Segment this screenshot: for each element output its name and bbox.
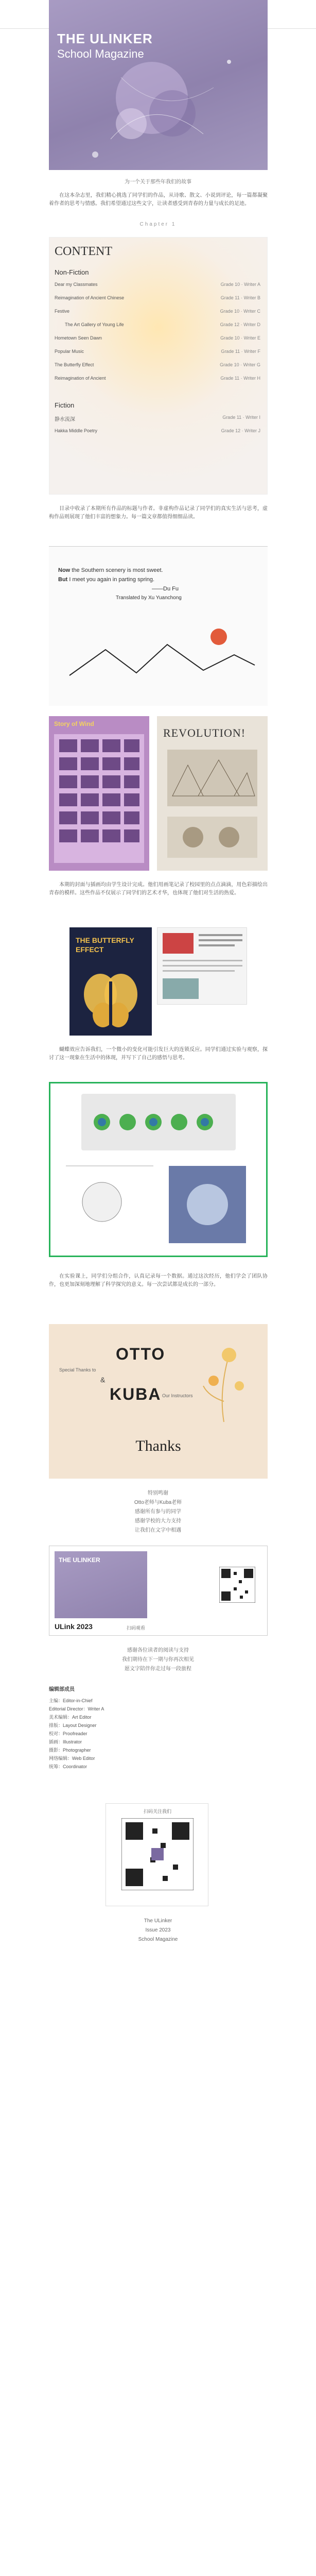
cover-caption: 为一个关于那些年我们的故事: [125, 179, 191, 185]
credits-line: 主编：Editor-in-Chief: [49, 1698, 93, 1703]
toc-item[interactable]: Dear my Classmates Grade 10 · Writer A: [55, 282, 260, 287]
fiction-header: Fiction: [55, 401, 75, 409]
credits-line: 插画：Illustrator: [49, 1739, 82, 1744]
credits-line: 网络编辑：Web Editor: [49, 1756, 95, 1761]
closing-lines: 感谢各位读者的阅读与支持 我们期待在下一期与你再次相见 愿文字陪伴你走过每一段旅程: [122, 1648, 194, 1672]
cover-title: THE ULINKER: [57, 31, 153, 46]
toc-item[interactable]: 静水流深 Grade 11 · Writer I: [55, 415, 260, 422]
poster-description: 本期的封面与插画均由学生设计完成。他们用画笔记录了校园里的点点滴滴，用色彩描绘出青春的模样。这些作品不仅展示了同学们的艺术才华，也体现了他们对生活的热爱。: [49, 882, 268, 896]
ulink-caption: 扫码观看: [127, 1625, 146, 1631]
thanks-name-2: KUBA: [110, 1385, 162, 1403]
cover-panel: [49, 0, 268, 170]
thanks-sub: Our Instructors: [162, 1393, 193, 1398]
intro-text: 在这本杂志里，我们精心挑选了同学们的作品，从诗歌、散文、小说到评论，每一篇都凝聚着作者的思考与情感。我们希望通过这些文字，让读者感受到青春的力量与成长的足迹。: [49, 193, 268, 207]
contents-panel: [49, 237, 268, 495]
experiment-illustration: [50, 1083, 266, 1256]
credits-label: 编辑部成员: [49, 1687, 75, 1692]
flower-art: [183, 1334, 265, 1427]
toc-item[interactable]: Reimagination of Ancient Grade 11 · Writer H: [55, 376, 260, 381]
footer-qr-code[interactable]: [121, 1818, 194, 1890]
footer-qr-section: [106, 1803, 208, 1906]
left-poster-grid: [49, 732, 149, 871]
thanks-name-1: OTTO: [116, 1345, 166, 1363]
credits-line: 摄影：Photographer: [49, 1748, 91, 1753]
right-poster-art: [157, 744, 268, 868]
right-poster: [157, 716, 268, 871]
cover-subtitle: School Magazine: [57, 47, 144, 60]
qr-code: [219, 1567, 255, 1603]
toc-item[interactable]: Popular Music Grade 11 · Writer F: [55, 349, 260, 354]
butterfly-icon: [69, 963, 152, 1036]
poem-translator: Translated by Xu Yuanchong: [116, 595, 182, 601]
toc-item[interactable]: Reimagination of Ancient Chinese Grade 11 · Writer B: [55, 295, 260, 300]
toc-item[interactable]: Hometown Seen Dawn Grade 10 · Writer E: [55, 335, 260, 341]
right-poster-title: REVOLUTION!: [163, 726, 246, 739]
contents-title: CONTENT: [55, 245, 112, 258]
experiment-description: 在实验课上，同学们分组合作，认真记录每一个数据。通过这次经历，他们学会了团队协作，也更加深刻地理解了科学探究的意义。每一次尝试都是成长的一部分。: [49, 1274, 268, 1287]
toc-item[interactable]: The Butterfly Effect Grade 10 · Writer G: [55, 362, 260, 367]
ulink-cover-title: THE ULINKER: [59, 1556, 100, 1564]
cover-art: [49, 0, 268, 170]
left-poster-title: Story of Wind: [54, 720, 94, 727]
ulink-title: ULink 2023: [55, 1622, 93, 1631]
mountain-art: [49, 614, 268, 696]
butterfly-title: THE BUTTERFLY EFFECT: [76, 936, 134, 954]
footer-lines: The ULinker Issue 2023 School Magazine: [138, 1918, 178, 1942]
toc-item[interactable]: The Art Gallery of Young Life Grade 12 · Writer D: [65, 322, 260, 327]
credits-line: Editorial Director：Writer A: [49, 1706, 104, 1711]
credits-line: 统筹：Coordinator: [49, 1764, 87, 1769]
credits-section: [49, 1685, 268, 1771]
poem-line-1: Now the Southern scenery is most sweet.: [58, 567, 163, 573]
butterfly-poster: [69, 927, 152, 1036]
thanks-word: Thanks: [135, 1437, 181, 1454]
toc-item[interactable]: Hakka Middle Poetry Grade 12 · Writer J: [55, 428, 260, 433]
ulink-cover: [55, 1551, 147, 1618]
chapter-label: Chapter 1: [139, 222, 177, 227]
credits-line: 排版：Layout Designer: [49, 1723, 97, 1728]
nonfiction-header: Non-Fiction: [55, 268, 89, 276]
credits-line: 美术编辑：Art Editor: [49, 1715, 92, 1720]
toc-item[interactable]: Festive Grade 10 · Writer C: [55, 309, 260, 314]
poem-panel: [49, 546, 268, 706]
poem-author: ——Du Fu: [152, 586, 179, 592]
ulink-card[interactable]: [49, 1546, 268, 1636]
contents-description: 目录中收录了本期所有作品的标题与作者。非虚构作品记录了同学们的真实生活与思考，虚构作品则展现了他们丰富的想象力。每一篇文章都值得细细品读。: [49, 506, 268, 520]
credits-line: 校对：Proofreader: [49, 1731, 87, 1736]
left-poster: [49, 716, 149, 871]
experiment-frame: [49, 1082, 268, 1257]
article-preview: [157, 928, 248, 1005]
butterfly-description: 蝴蝶效应告诉我们，一个微小的变化可能引发巨大的连锁反应。同学们通过实验与观察，探讨了这一现象在生活中的体现，并写下了自己的感悟与思考。: [49, 1047, 268, 1061]
thanks-panel: [49, 1324, 268, 1479]
thanks-amp: &: [100, 1376, 106, 1384]
thanks-special: Special Thanks to: [59, 1367, 96, 1372]
fiction-list: [55, 415, 260, 442]
butterfly-side: [157, 927, 247, 1005]
poem-line-2: But I meet you again in parting spring.: [58, 577, 155, 583]
footer-top: 扫码关注我们: [143, 1809, 171, 1814]
thanks-lines: 特别鸣谢 Otto老师与Kuba老师 感谢所有参与的同学 感谢学校的大力支持 让我们在文字中相遇: [134, 1490, 182, 1533]
nonfiction-list: [55, 282, 260, 389]
